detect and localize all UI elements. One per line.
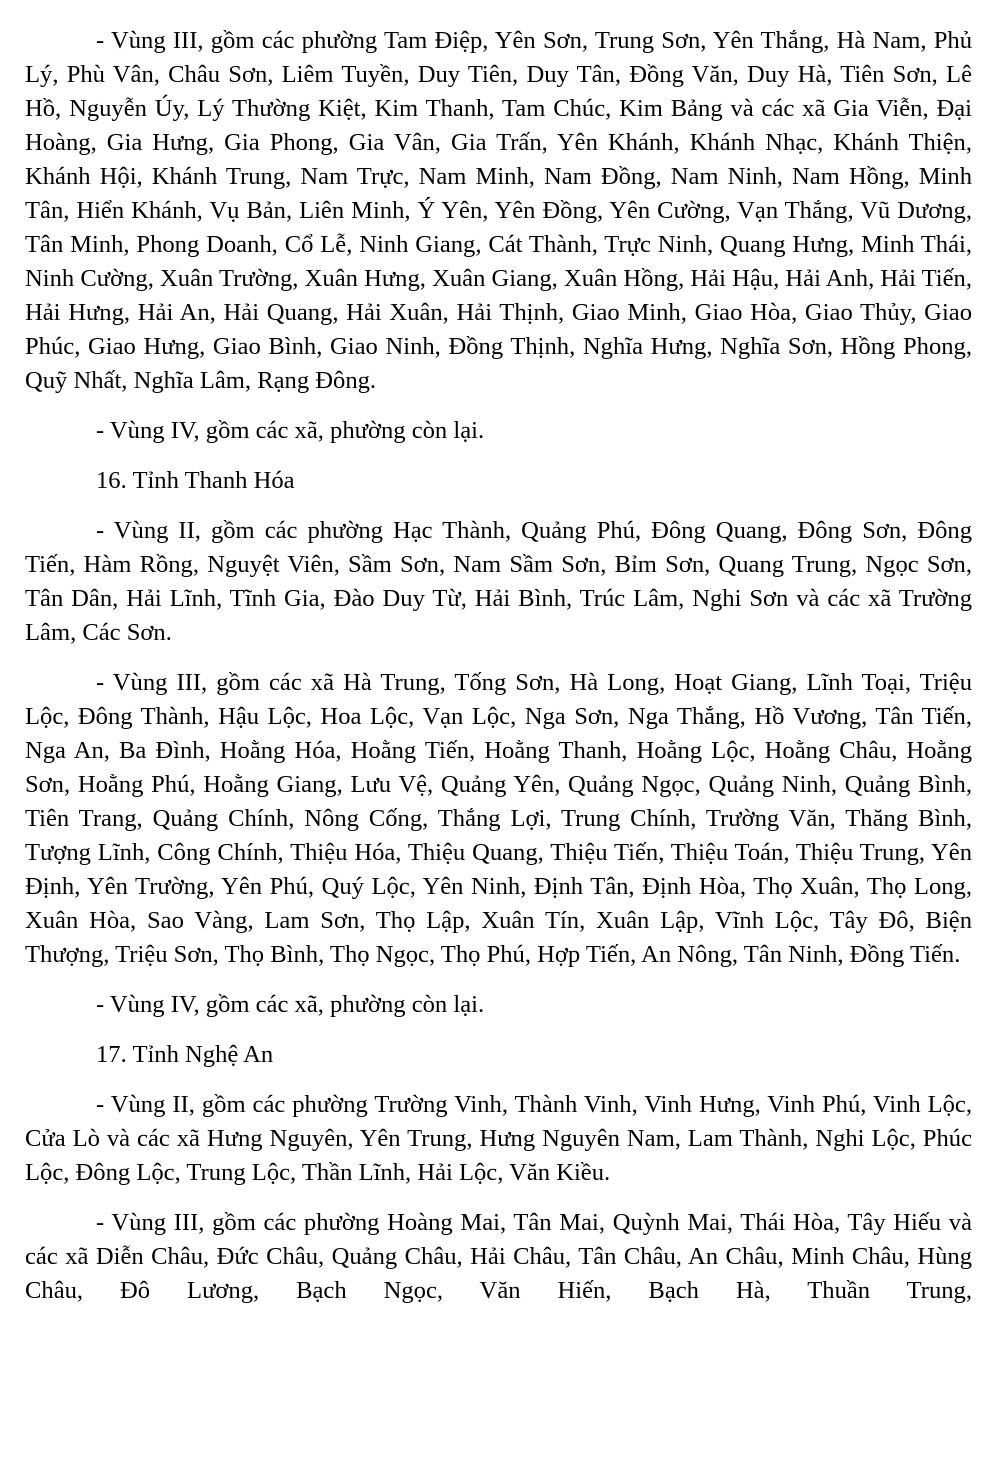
- document-page: [25, 24, 972, 1324]
- zone-paragraph-thanh-hoa-vung-2: - Vùng II, gồm các phường Hạc Thành, Quảng Phú, Đông Quang, Đông Sơn, Đông Tiến, Hàm Rồng, Nguyệt Viên, Sầm Sơn, Nam Sầm Sơn, Bỉm Sơn, Quang Trung, Ngọc Sơn, Tân Dân, Hải Lĩnh, Tĩnh Gia, Đào Duy Từ, Hải Bình, Trúc Lâm, Nghi Sơn và các xã Trường Lâm, Các Sơn.: [25, 517, 972, 646]
- zone-paragraph-nghe-an-vung-2: - Vùng II, gồm các phường Trường Vinh, Thành Vinh, Vinh Hưng, Vinh Phú, Vinh Lộc, Cửa Lò và các xã Hưng Nguyên, Yên Trung, Hưng Nguyên Nam, Lam Thành, Nghi Lộc, Phúc Lộc, Đông Lộc, Trung Lộc, Thần Lĩnh, Hải Lộc, Văn Kiều.: [25, 1091, 972, 1186]
- zone-paragraph-nghe-an-vung-3: - Vùng III, gồm các phường Hoàng Mai, Tân Mai, Quỳnh Mai, Thái Hòa, Tây Hiếu và các xã Diễn Châu, Đức Châu, Quảng Châu, Hải Châu, Tân Châu, An Châu, Minh Châu, Hùng Châu, Đô Lương, Bạch Ngọc, Văn Hiến, Bạch Hà, Thuần Trung,: [25, 1209, 972, 1304]
- province-heading-thanh-hoa: 16. Tỉnh Thanh Hóa: [96, 467, 295, 494]
- zone-paragraph-thanh-hoa-vung-4: - Vùng IV, gồm các xã, phường còn lại.: [96, 991, 485, 1018]
- zone-paragraph-thanh-hoa-vung-3: - Vùng III, gồm các xã Hà Trung, Tống Sơn, Hà Long, Hoạt Giang, Lĩnh Toại, Triệu Lộc, Đông Thành, Hậu Lộc, Hoa Lộc, Vạn Lộc, Nga Sơn, Nga Thắng, Hồ Vương, Tân Tiến, Nga An, Ba Đình, Hoằng Hóa, Hoằng Tiến, Hoằng Thanh, Hoằng Lộc, Hoằng Châu, Hoằng Sơn, Hoằng Phú, Hoằng Giang, Lưu Vệ, Quảng Yên, Quảng Ngọc, Quảng Ninh, Quảng Bình, Tiên Trang, Quảng Chính, Nông Cống, Thắng Lợi, Trung Chính, Trường Văn, Thăng Bình, Tượng Lĩnh, Công Chính, Thiệu Hóa, Thiệu Quang, Thiệu Tiến, Thiệu Toán, Thiệu Trung, Yên Định, Yên Trường, Yên Phú, Quý Lộc, Yên Ninh, Định Tân, Định Hòa, Thọ Xuân, Thọ Long, Xuân Hòa, Sao Vàng, Lam Sơn, Thọ Lập, Xuân Tín, Xuân Lập, Vĩnh Lộc, Tây Đô, Biện Thượng, Triệu Sơn, Thọ Bình, Thọ Ngọc, Thọ Phú, Hợp Tiến, An Nông, Tân Ninh, Đồng Tiến.: [25, 669, 972, 968]
- zone-paragraph-vung-4: - Vùng IV, gồm các xã, phường còn lại.: [96, 417, 485, 444]
- zone-paragraph-nam-dinh-ninh-binh-vung-3: - Vùng III, gồm các phường Tam Điệp, Yên Sơn, Trung Sơn, Yên Thắng, Hà Nam, Phủ Lý, Phù Vân, Châu Sơn, Liêm Tuyền, Duy Tiên, Duy Tân, Đồng Văn, Duy Hà, Tiên Sơn, Lê Hồ, Nguyễn Úy, Lý Thường Kiệt, Kim Thanh, Tam Chúc, Kim Bảng và các xã Gia Viễn, Đại Hoàng, Gia Hưng, Gia Phong, Gia Vân, Gia Trấn, Yên Khánh, Khánh Nhạc, Khánh Thiện, Khánh Hội, Khánh Trung, Nam Trực, Nam Minh, Nam Đồng, Nam Ninh, Nam Hồng, Minh Tân, Hiển Khánh, Vụ Bản, Liên Minh, Ý Yên, Yên Đồng, Yên Cường, Vạn Thắng, Vũ Dương, Tân Minh, Phong Doanh, Cổ Lễ, Ninh Giang, Cát Thành, Trực Ninh, Quang Hưng, Minh Thái, Ninh Cường, Xuân Trường, Xuân Hưng, Xuân Giang, Xuân Hồng, Hải Hậu, Hải Anh, Hải Tiến, Hải Hưng, Hải An, Hải Quang, Hải Xuân, Hải Thịnh, Giao Minh, Giao Hòa, Giao Thủy, Giao Phúc, Giao Hưng, Giao Bình, Giao Ninh, Đồng Thịnh, Nghĩa Hưng, Nghĩa Sơn, Hồng Phong, Quỹ Nhất, Nghĩa Lâm, Rạng Đông.: [25, 27, 972, 394]
- province-heading-nghe-an: 17. Tỉnh Nghệ An: [96, 1041, 274, 1068]
